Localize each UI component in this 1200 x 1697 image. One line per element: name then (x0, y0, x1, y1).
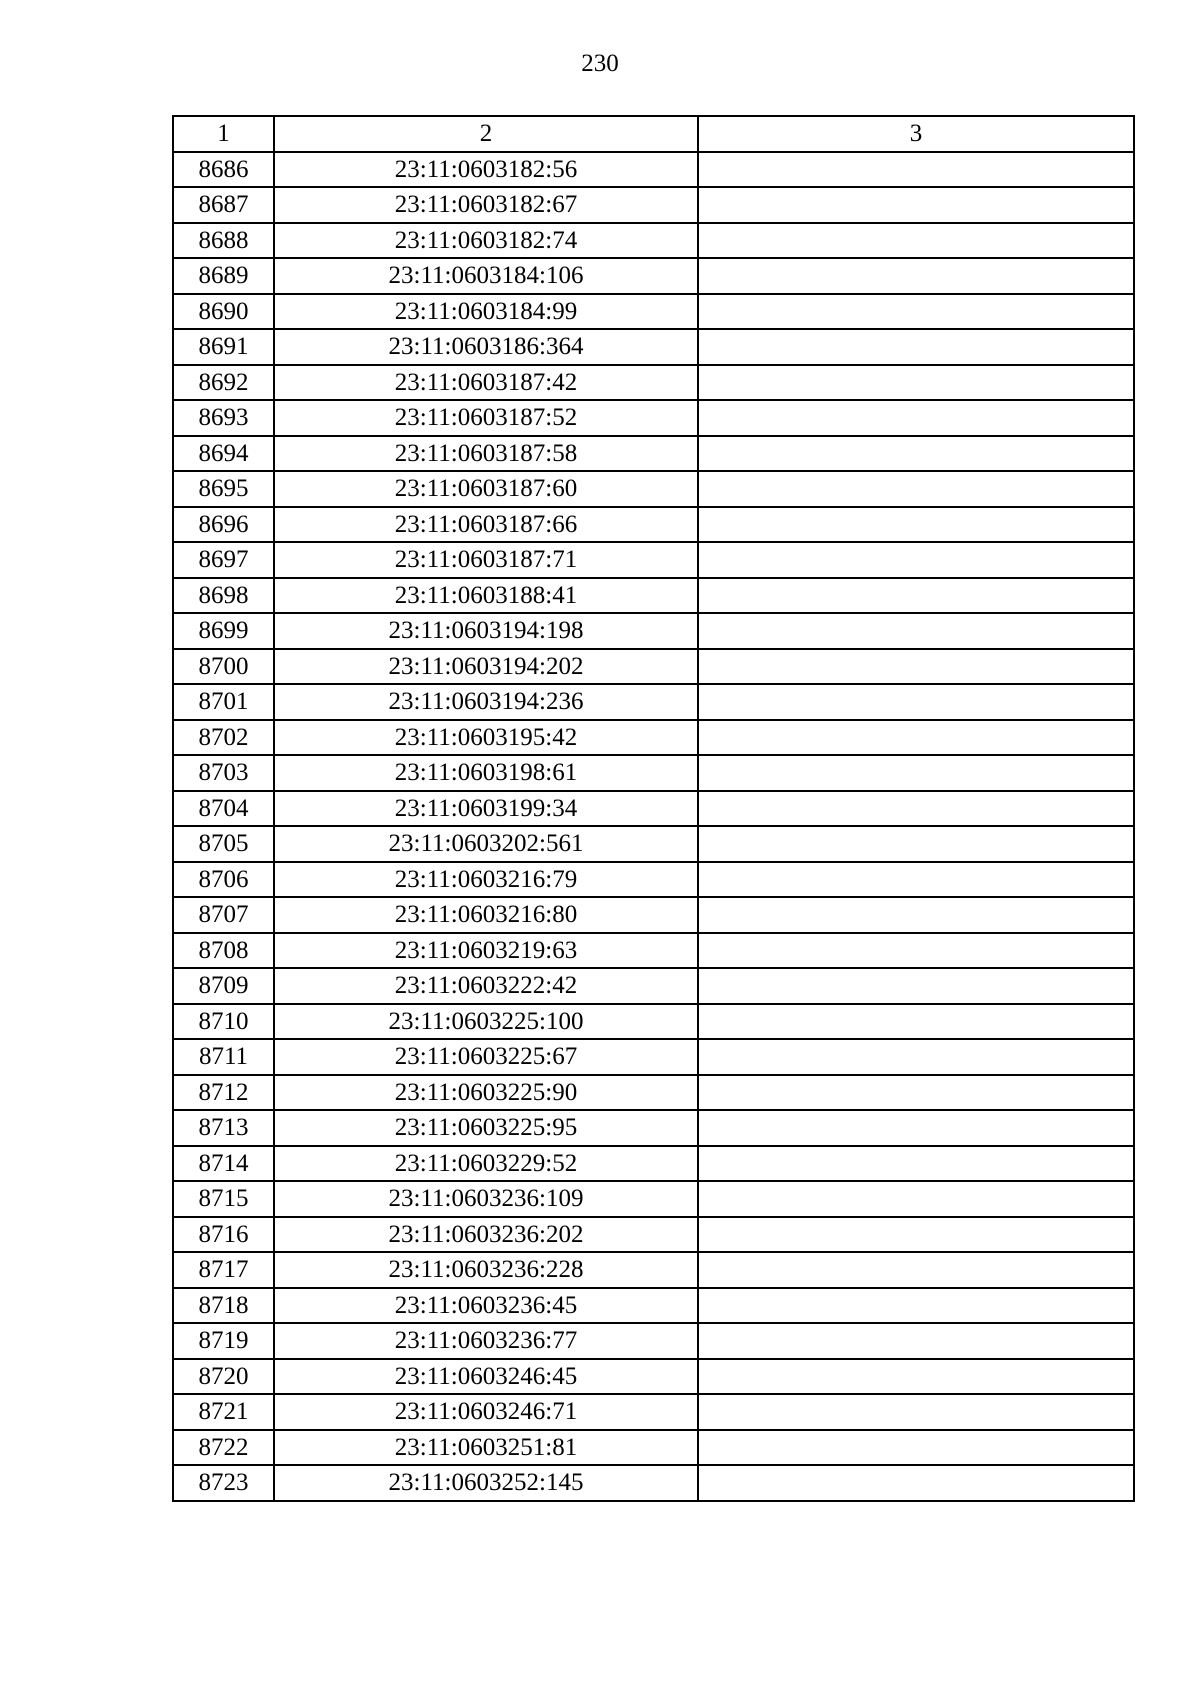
empty-cell (698, 578, 1134, 614)
empty-cell (698, 933, 1134, 969)
cadastral-number-cell: 23:11:0603229:52 (274, 1146, 698, 1182)
cadastral-number-cell: 23:11:0603225:90 (274, 1075, 698, 1111)
row-number-cell: 8715 (173, 1181, 274, 1217)
cadastral-number-cell: 23:11:0603182:56 (274, 152, 698, 188)
cadastral-number-cell: 23:11:0603182:74 (274, 223, 698, 259)
empty-cell (698, 684, 1134, 720)
empty-cell (698, 258, 1134, 294)
empty-cell (698, 1110, 1134, 1146)
cadastral-number-cell: 23:11:0603187:42 (274, 365, 698, 401)
table-row (173, 1288, 1134, 1324)
row-number-cell: 8705 (173, 826, 274, 862)
table-row (173, 365, 1134, 401)
table-body (173, 152, 1134, 1501)
row-number-cell: 8704 (173, 791, 274, 827)
table-row (173, 436, 1134, 472)
row-number-cell: 8692 (173, 365, 274, 401)
table-row (173, 1075, 1134, 1111)
row-number-cell: 8697 (173, 542, 274, 578)
empty-cell (698, 400, 1134, 436)
cadastral-number-cell: 23:11:0603186:364 (274, 329, 698, 365)
table-row (173, 1252, 1134, 1288)
row-number-cell: 8693 (173, 400, 274, 436)
table-row (173, 720, 1134, 756)
empty-cell (698, 223, 1134, 259)
row-number-cell: 8686 (173, 152, 274, 188)
empty-cell (698, 897, 1134, 933)
table-row (173, 1039, 1134, 1075)
empty-cell (698, 1075, 1134, 1111)
cadastral-number-cell: 23:11:0603187:58 (274, 436, 698, 472)
cadastral-number-cell: 23:11:0603187:66 (274, 507, 698, 543)
cadastral-number-cell: 23:11:0603188:41 (274, 578, 698, 614)
table-row (173, 1430, 1134, 1466)
empty-cell (698, 791, 1134, 827)
table-row (173, 755, 1134, 791)
empty-cell (698, 1252, 1134, 1288)
cadastral-number-cell: 23:11:0603194:236 (274, 684, 698, 720)
cadastral-number-cell: 23:11:0603236:77 (274, 1323, 698, 1359)
empty-cell (698, 649, 1134, 685)
row-number-cell: 8695 (173, 471, 274, 507)
cadastral-number-cell: 23:11:0603187:71 (274, 542, 698, 578)
table-row (173, 1323, 1134, 1359)
row-number-cell: 8688 (173, 223, 274, 259)
empty-cell (698, 826, 1134, 862)
empty-cell (698, 1394, 1134, 1430)
cadastral-number-cell: 23:11:0603225:67 (274, 1039, 698, 1075)
cadastral-number-cell: 23:11:0603195:42 (274, 720, 698, 756)
row-number-cell: 8720 (173, 1359, 274, 1395)
cadastral-number-cell: 23:11:0603194:198 (274, 613, 698, 649)
table-row (173, 897, 1134, 933)
table-row (173, 578, 1134, 614)
empty-cell (698, 862, 1134, 898)
empty-cell (698, 365, 1134, 401)
cadastral-number-cell: 23:11:0603194:202 (274, 649, 698, 685)
table-row (173, 933, 1134, 969)
row-number-cell: 8716 (173, 1217, 274, 1253)
empty-cell (698, 1430, 1134, 1466)
row-number-cell: 8707 (173, 897, 274, 933)
row-number-cell: 8714 (173, 1146, 274, 1182)
empty-cell (698, 1039, 1134, 1075)
empty-cell (698, 1217, 1134, 1253)
cadastral-number-cell: 23:11:0603184:99 (274, 294, 698, 330)
empty-cell (698, 294, 1134, 330)
cadastral-number-cell: 23:11:0603225:100 (274, 1004, 698, 1040)
table-row (173, 1217, 1134, 1253)
row-number-cell: 8690 (173, 294, 274, 330)
cadastral-number-cell: 23:11:0603236:202 (274, 1217, 698, 1253)
row-number-cell: 8702 (173, 720, 274, 756)
table-row (173, 968, 1134, 1004)
empty-cell (698, 1359, 1134, 1395)
cadastral-number-cell: 23:11:0603246:45 (274, 1359, 698, 1395)
empty-cell (698, 436, 1134, 472)
empty-cell (698, 1465, 1134, 1501)
table-row (173, 329, 1134, 365)
cadastral-number-cell: 23:11:0603198:61 (274, 755, 698, 791)
table-row (173, 1394, 1134, 1430)
table-row (173, 649, 1134, 685)
cadastral-number-cell: 23:11:0603236:228 (274, 1252, 698, 1288)
table-row (173, 1465, 1134, 1501)
cadastral-number-cell: 23:11:0603251:81 (274, 1430, 698, 1466)
table-row (173, 1359, 1134, 1395)
table-row (173, 1004, 1134, 1040)
cadastral-number-cell: 23:11:0603246:71 (274, 1394, 698, 1430)
table-row (173, 471, 1134, 507)
row-number-cell: 8712 (173, 1075, 274, 1111)
empty-cell (698, 187, 1134, 223)
cadastral-number-cell: 23:11:0603182:67 (274, 187, 698, 223)
empty-cell (698, 755, 1134, 791)
cadastral-number-cell: 23:11:0603187:52 (274, 400, 698, 436)
row-number-cell: 8698 (173, 578, 274, 614)
empty-cell (698, 720, 1134, 756)
table-header-row (173, 116, 1134, 152)
cadastral-number-cell: 23:11:0603252:145 (274, 1465, 698, 1501)
table-row (173, 542, 1134, 578)
empty-cell (698, 1181, 1134, 1217)
row-number-cell: 8694 (173, 436, 274, 472)
empty-cell (698, 1004, 1134, 1040)
cadastral-number-cell: 23:11:0603199:34 (274, 791, 698, 827)
table-row (173, 294, 1134, 330)
table-row (173, 791, 1134, 827)
table-row (173, 258, 1134, 294)
table-row (173, 613, 1134, 649)
table-row (173, 223, 1134, 259)
row-number-cell: 8696 (173, 507, 274, 543)
empty-cell (698, 1146, 1134, 1182)
table-row (173, 684, 1134, 720)
table-row (173, 1181, 1134, 1217)
cadastral-number-cell: 23:11:0603187:60 (274, 471, 698, 507)
empty-cell (698, 1288, 1134, 1324)
row-number-cell: 8699 (173, 613, 274, 649)
row-number-cell: 8700 (173, 649, 274, 685)
cadastral-number-cell: 23:11:0603202:561 (274, 826, 698, 862)
row-number-cell: 8709 (173, 968, 274, 1004)
row-number-cell: 8710 (173, 1004, 274, 1040)
empty-cell (698, 542, 1134, 578)
row-number-cell: 8723 (173, 1465, 274, 1501)
cadastral-number-cell: 23:11:0603236:109 (274, 1181, 698, 1217)
table-row (173, 152, 1134, 188)
empty-cell (698, 471, 1134, 507)
empty-cell (698, 329, 1134, 365)
table-row (173, 187, 1134, 223)
cadastral-number-cell: 23:11:0603225:95 (274, 1110, 698, 1146)
row-number-cell: 8691 (173, 329, 274, 365)
cadastral-number-cell: 23:11:0603222:42 (274, 968, 698, 1004)
cadastral-number-cell: 23:11:0603184:106 (274, 258, 698, 294)
column-header-2: 2 (274, 116, 698, 152)
row-number-cell: 8713 (173, 1110, 274, 1146)
row-number-cell: 8722 (173, 1430, 274, 1466)
row-number-cell: 8711 (173, 1039, 274, 1075)
row-number-cell: 8703 (173, 755, 274, 791)
row-number-cell: 8706 (173, 862, 274, 898)
page-number: 230 (581, 50, 619, 77)
cadastral-number-cell: 23:11:0603219:63 (274, 933, 698, 969)
column-header-1: 1 (173, 116, 274, 152)
table-row (173, 400, 1134, 436)
table-row (173, 862, 1134, 898)
row-number-cell: 8721 (173, 1394, 274, 1430)
row-number-cell: 8708 (173, 933, 274, 969)
row-number-cell: 8687 (173, 187, 274, 223)
table-row (173, 1110, 1134, 1146)
empty-cell (698, 613, 1134, 649)
row-number-cell: 8719 (173, 1323, 274, 1359)
table-row (173, 507, 1134, 543)
row-number-cell: 8718 (173, 1288, 274, 1324)
empty-cell (698, 507, 1134, 543)
empty-cell (698, 1323, 1134, 1359)
empty-cell (698, 152, 1134, 188)
table-row (173, 826, 1134, 862)
cadastral-number-cell: 23:11:0603236:45 (274, 1288, 698, 1324)
cadastral-number-cell: 23:11:0603216:80 (274, 897, 698, 933)
cadastral-number-cell: 23:11:0603216:79 (274, 862, 698, 898)
row-number-cell: 8701 (173, 684, 274, 720)
data-table (172, 115, 1135, 1502)
column-header-3: 3 (698, 116, 1134, 152)
row-number-cell: 8689 (173, 258, 274, 294)
table-row (173, 1146, 1134, 1182)
empty-cell (698, 968, 1134, 1004)
row-number-cell: 8717 (173, 1252, 274, 1288)
